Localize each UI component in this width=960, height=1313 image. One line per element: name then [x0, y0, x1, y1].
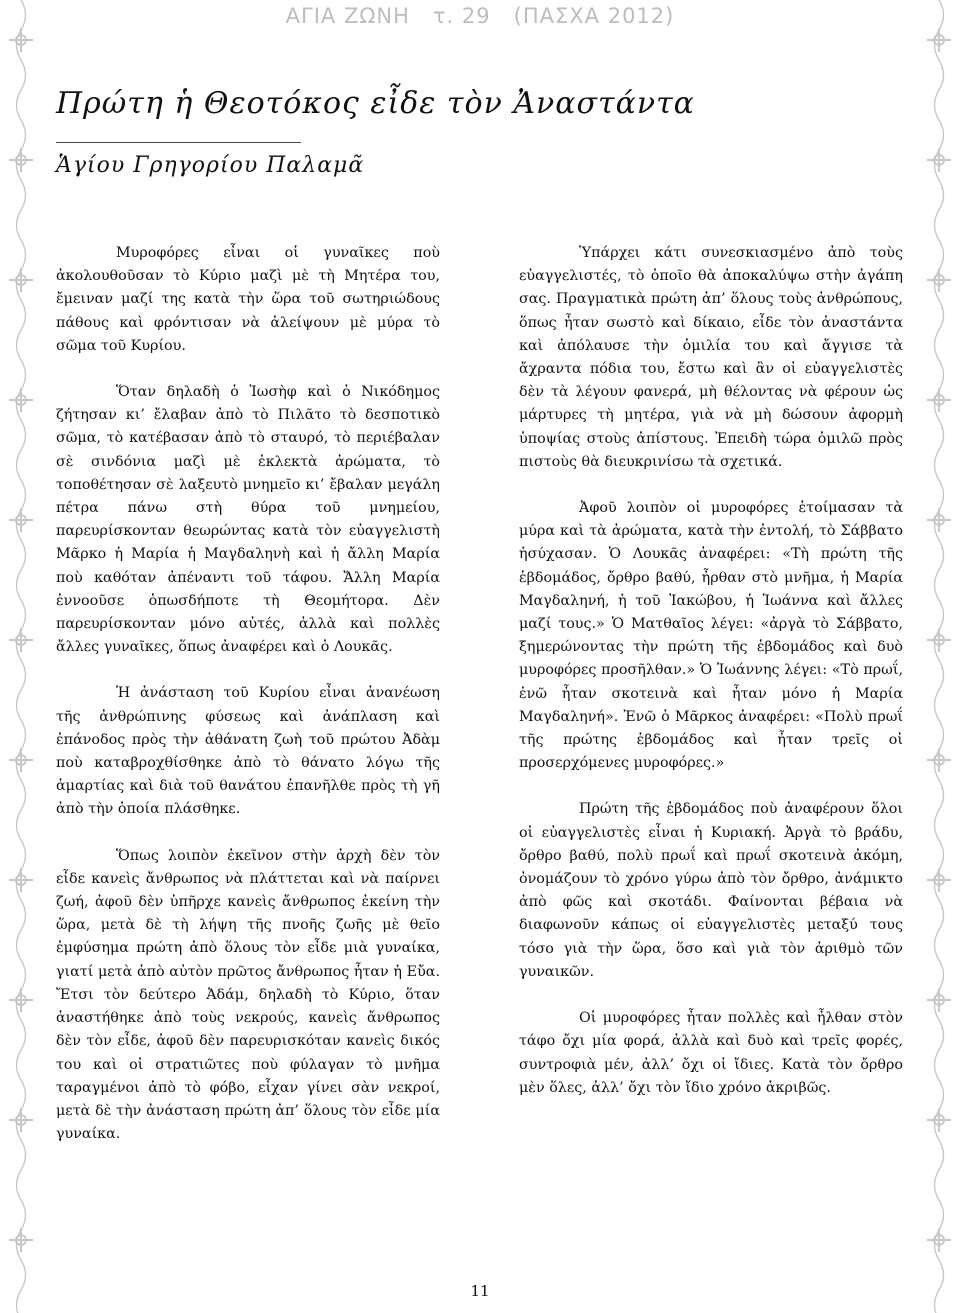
issue-edition: (ΠΑΣΧΑ 2012)	[513, 4, 675, 28]
cross-ornament-icon	[9, 148, 33, 172]
paragraph: Ὑπάρχει κάτι συνεσκιασμένο ἀπὸ τοὺς εὐαγγελιστές, τὸ ὁποῖο θὰ ἀποκαλύψω στὴν ἀγάπη σας. Πραγματικὰ πρώτη ἀπ’ ὅλους τοὺς ἀνθρώπους, ὅπως ἦταν σωστὸ καὶ δίκαιο, εἶδε τὸν ἀναστάντα καὶ ἀπόλαυσε τὴν ὁμιλία του καὶ ἄγγισε τὰ ἄχραντα πόδια του, ἔστω καὶ ἂν οἱ εὐαγγελιστὲς δὲν τὰ λέγουν φανερά, μὴ θέλοντας νὰ φέρουν ὡς μάρτυρες τὴ μητέρα, γιὰ νὰ μὴ δώσουν ἀφορμὴ ὑποψίας στοὺς ἀπίστους. Ἐπειδὴ τώρα ὁμιλῶ πρὸς πιστοὺς θὰ διευκρινίσω τὰ σχετικά.	[519, 245, 903, 470]
issue-number: τ. 29	[432, 4, 491, 28]
cross-ornament-icon	[927, 148, 951, 172]
page-number: 11	[470, 1282, 490, 1300]
paragraph: Ὅπως λοιπὸν ἐκεῖνον στὴν ἀρχὴ δὲν τὸν εἶδε κανεὶς ἄνθρωπος νὰ πλάττεται καὶ νὰ παίρνει ζωή, ἀφοῦ δὲν ὑπῆρχε κανεὶς ἄνθρωπος ἐκείνη τὴν ὥρα, μετὰ δὲ τὴ λήψη τῆς πνοῆς ζωῆς μὲ θεῖο ἐμφύσημα πρώτη ἀπὸ ὅλους τὸν εἶδε μιὰ γυναίκα, γιατί μετὰ ἀπὸ αὐτὸν πρῶτος ἄνθρωπος ἦταν ἡ Εὔα. Ἔτσι τὸν δεύτερο Ἀδάμ, δηλαδὴ τὸ Κύριο, ὅταν ἀναστήθηκε ἀπὸ τοὺς νεκρούς, κανεὶς ἄνθρωπος δὲν τὸν εἶδε, ἀφοῦ δὲν παρευρισκόταν κανεὶς δικός του καὶ οἱ στρατιῶτες ποὺ φύλαγαν τὸ μνῆμα ταραγμένοι ἀπὸ τὸ φόβο, εἶχαν γίνει σὰν νεκροί, μετὰ δὲ τὴν ἀνάσταση πρώτη ἀπ’ ὅλους τὸν εἶδε μία γυναίκα.	[56, 847, 440, 1143]
left-column	[56, 242, 440, 1169]
cross-ornament-icon	[927, 868, 951, 892]
cross-ornament-icon	[9, 508, 33, 532]
cross-ornament-icon	[927, 988, 951, 1012]
paragraph: Ὅταν δηλαδὴ ὁ Ἰωσὴφ καὶ ὁ Νικόδημος ζήτησαν κι’ ἔλαβαν ἀπὸ τὸ Πιλᾶτο τὸ δεσποτικὸ σῶμα, τὸ κατέβασαν ἀπὸ τὸ σταυρό, τὸ περιέβαλαν σὲ σινδόνια μαζὶ μὲ ἐκλεκτὰ ἀρώματα, τὸ τοποθέτησαν σὲ λαξευτὸ μνημεῖο κι’ ἔβαλαν μεγάλη πέτρα πάνω στὴ θύρα τοῦ μνημείου, παρευρίσκονταν θεωρώντας κατὰ τὸν εὐαγγελιστὴ Μᾶρκο ἡ Μαρία ἡ Μαγδαληνὴ καὶ ἡ ἄλλη Μαρία ποὺ καθόταν ἀπέναντι τοῦ τάφου. Ἄλλη Μαρία ἐννοοῦσε ὁπωσδήποτε τὴ Θεομήτορα. Δὲν παρευρίσκονταν μόνο αὐτές, ἀλλὰ καὶ πολλὲς ἄλλες γυναῖκες, ὅπως ἀναφέρει καὶ ὁ Λουκᾶς.	[56, 384, 440, 656]
title-divider	[56, 142, 301, 143]
paragraph: Οἱ μυροφόρες ἦταν πολλὲς καὶ ἦλθαν στὸν τάφο ὄχι μία φορά, ἀλλὰ καὶ δυὸ καὶ τρεῖς φορές, συντροφιὰ μέν, ἀλλ’ ὄχι οἱ ἴδιες. Κατὰ τὸν ὄρθρο μὲν ὅλες, ἀλλ’ ὄχι τὸν ἴδιο χρόνο ἀκριβῶς.	[519, 1010, 903, 1096]
cross-ornament-icon	[9, 988, 33, 1012]
cross-ornament-icon	[927, 268, 951, 292]
cross-ornament-icon	[927, 628, 951, 652]
journal-name: ΑΓΙΑ ΖΩΝΗ	[285, 4, 410, 28]
running-header	[0, 4, 960, 28]
cross-ornament-icon	[927, 388, 951, 412]
paragraph: Ἀφοῦ λοιπὸν οἱ μυροφόρες ἑτοίμασαν τὰ μύρα καὶ τὰ ἀρώματα, κατὰ τὴν ἐντολή, τὸ Σάββατο ἡσύχασαν. Ὁ Λουκᾶς ἀναφέρει: «Τὴ πρώτη τῆς ἑβδομάδος, ὄρθρο βαθύ, ἦρθαν στὸ μνῆμα, ἡ Μαρία Μαγδαληνή, ἡ τοῦ Ἰακώβου, ἡ Ἰωάννα καὶ ἄλλες μαζί τους.» Ὁ Ματθαῖος λέγει: «ἀργὰ τὸ Σάββατο, ξημερώνοντας τὴν πρώτη τῆς ἑβδομάδος καὶ δυὸ μυροφόρες προσῆλθαν.» Ὁ Ἰωάννης λέγει: «Τὸ πρωΐ, ἐνῶ ἦταν σκοτεινὰ καὶ ἦταν μόνο ἡ Μαρία Μαγδαληνή». Ἐνῶ ὁ Μᾶρκος ἀναφέρει: «Πολὺ πρωΐ τῆς πρώτης ἑβδομάδος καὶ ἦταν τρεῖς οἱ προσερχόμενες μυροφόρες.»	[519, 500, 903, 772]
cross-ornament-icon	[927, 28, 951, 52]
cross-ornament-icon	[927, 508, 951, 532]
cross-ornament-icon	[927, 1108, 951, 1132]
cross-ornament-icon	[9, 388, 33, 412]
paragraph: Ἡ ἀνάσταση τοῦ Κυρίου εἶναι ἀνανέωση τῆς ἀνθρώπινης φύσεως καὶ ἀνάπλαση καὶ ἐπάνοδος πρὸς τὴν ἀθάνατη ζωὴ τοῦ πρώτου Ἀδὰμ ποὺ καταβροχθίσθηκε ἀπὸ τὸ θάνατο λόγω τῆς ἁμαρτίας καὶ διὰ τοῦ θανάτου ἐπανῆλθε πρὸς τὴ γῆ ἀπὸ τὴν ὁποία πλάσθηκε.	[56, 685, 440, 818]
article-title: Πρώτη ἡ Θεοτόκος εἶδε τὸν Ἀναστάντα	[56, 86, 695, 121]
paragraph: Μυροφόρες εἶναι οἱ γυναῖκες ποὺ ἀκολουθοῦσαν τὸ Κύριο μαζὶ μὲ τὴ Μητέρα του, ἔμειναν μαζί της κατὰ τὴν ὥρα τοῦ σωτηριώδους πάθους καὶ φρόντισαν νὰ ἀλείψουν μὲ μύρα τὸ σῶμα τοῦ Κυρίου.	[56, 245, 440, 354]
cross-ornament-icon	[927, 1228, 951, 1252]
cross-ornament-icon	[9, 628, 33, 652]
cross-ornament-icon	[9, 748, 33, 772]
right-column	[519, 242, 903, 1123]
cross-ornament-icon	[9, 268, 33, 292]
left-border-ornament	[0, 0, 42, 1313]
right-border-ornament	[918, 0, 960, 1313]
cross-ornament-icon	[9, 1228, 33, 1252]
cross-ornament-icon	[927, 748, 951, 772]
cross-ornament-icon	[9, 868, 33, 892]
article-author: Ἁγίου Γρηγορίου Παλαμᾶ	[56, 153, 365, 178]
paragraph: Πρώτη τῆς ἑβδομάδος ποὺ ἀναφέρουν ὅλοι οἱ εὐαγγελιστὲς εἶναι ἡ Κυριακή. Ἀργὰ τὸ βράδυ, ὄρθρο βαθύ, πολὺ πρωΐ καὶ πρωΐ σκοτεινὰ ἀκόμη, ὀνομάζουν τὸ χρόνο γύρω ἀπὸ τὸν ὄρθρο, ἀνάμικτο ἀπὸ φῶς καὶ σκοτάδι. Φαίνονται βέβαια νὰ διαφωνοῦν κάπως οἱ εὐαγγελιστὲς μεταξύ τους τόσο γιὰ τὴν ὥρα, ὅσο καὶ γιὰ τὸν ἀριθμὸ τῶν γυναικῶν.	[519, 801, 903, 980]
cross-ornament-icon	[9, 28, 33, 52]
cross-ornament-icon	[9, 1108, 33, 1132]
